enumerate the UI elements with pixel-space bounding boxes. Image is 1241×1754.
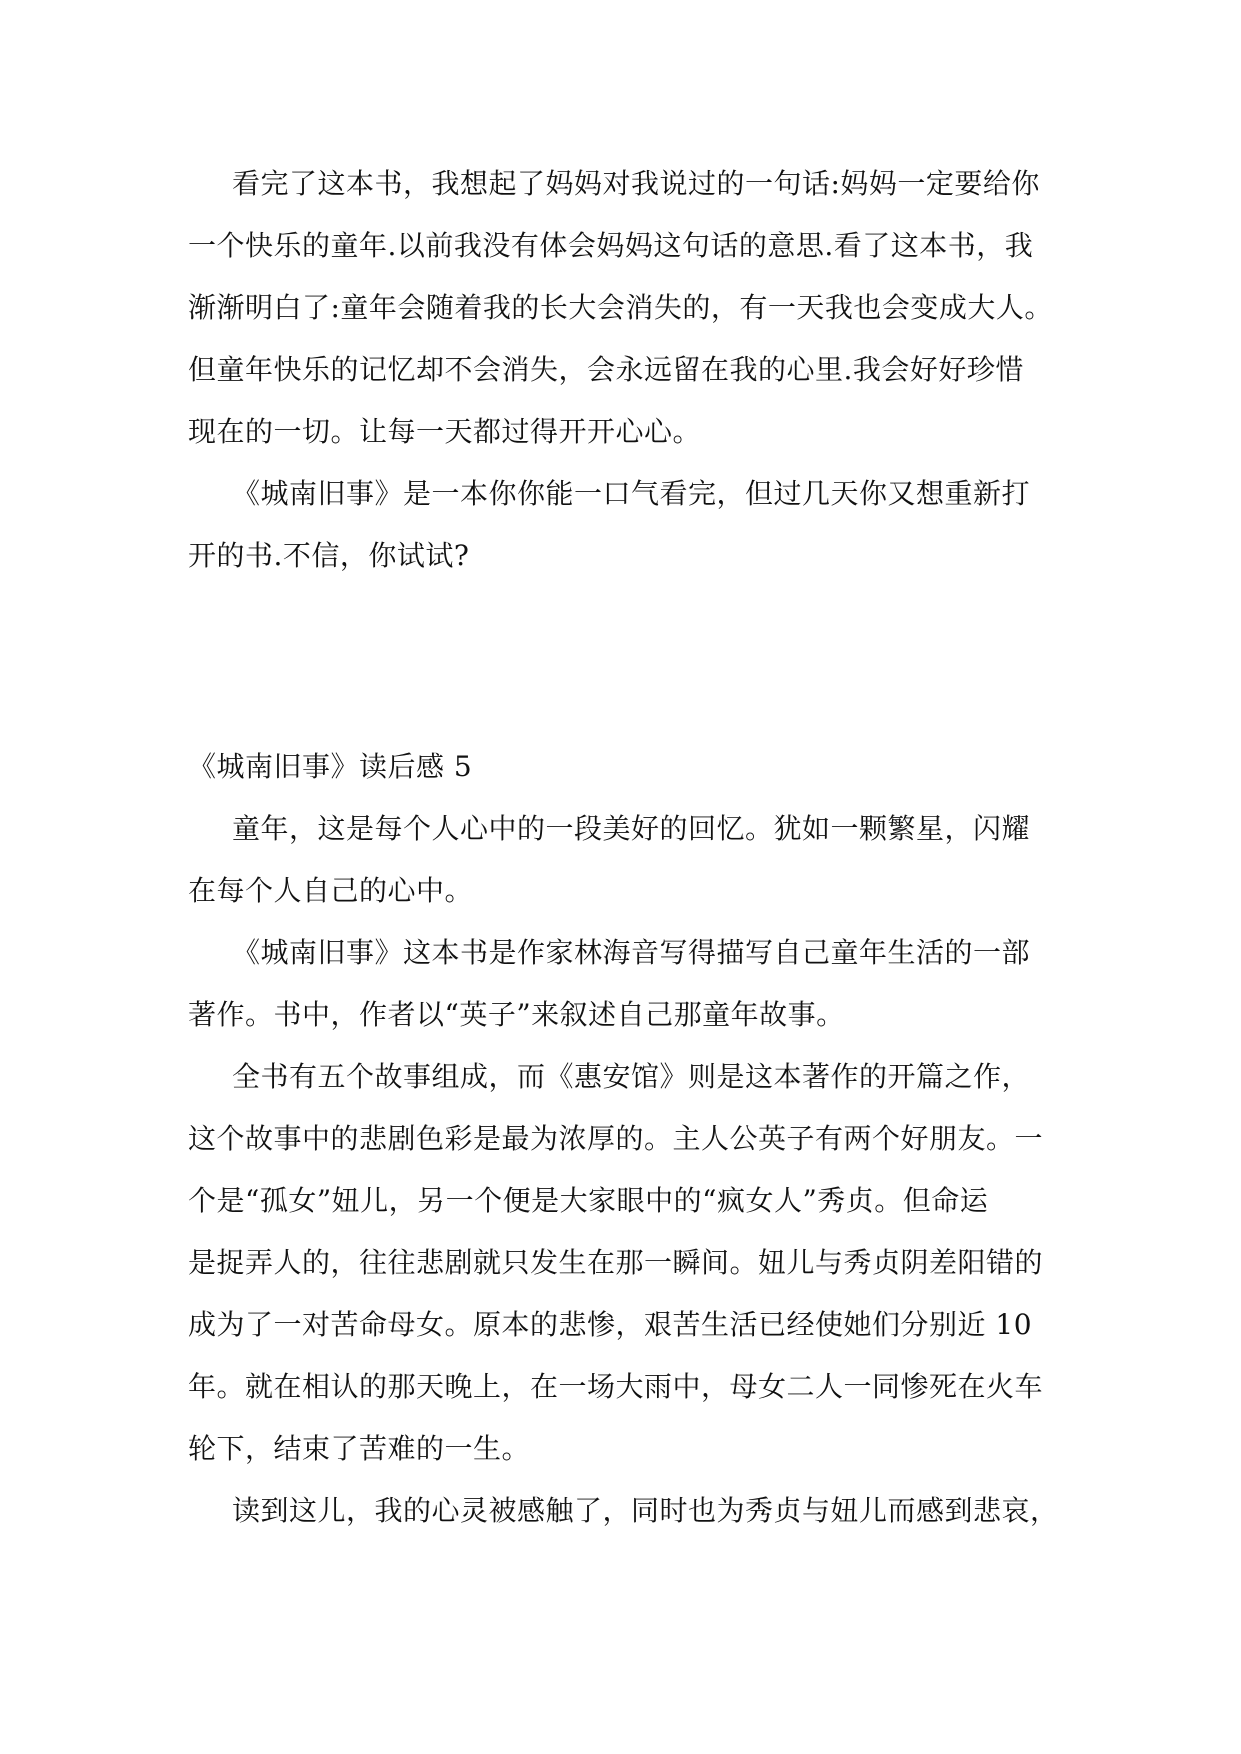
paragraph-line: 年。就在相认的那天晚上，在一场大雨中，母女二人一同惨死在火车 [188,1370,1044,1403]
paragraph-line: 看完了这本书，我想起了妈妈对我说过的一句话:妈妈一定要给你 [232,167,1040,200]
paragraph-line: 全书有五个故事组成，而《惠安馆》则是这本著作的开篇之作， [232,1060,1031,1093]
paragraph-line: 开的书.不信，你试试? [188,539,470,572]
document-body-part-2 [188,736,1060,1542]
paragraph-line: 现在的一切。让每一天都过得开开心心。 [188,415,702,448]
paragraph-line: 是捉弄人的，往往悲剧就只发生在那一瞬间。妞儿与秀贞阴差阳错的 [188,1246,1044,1279]
paragraph-line: 但童年快乐的记忆却不会消失，会永远留在我的心里.我会好好珍惜 [188,353,1024,386]
paragraph-line: 个是“孤女”妞儿，另一个便是大家眼中的“疯女人”秀贞。但命运 [188,1184,989,1217]
paragraph-line: 在每个人自己的心中。 [188,874,474,907]
paragraph-line: 《城南旧事》是一本你你能一口气看完，但过几天你又想重新打 [232,477,1031,510]
paragraph-line: 渐渐明白了:童年会随着我的长大会消失的，有一天我也会变成大人。 [188,291,1053,324]
paragraph-line: 这个故事中的悲剧色彩是最为浓厚的。主人公英子有两个好朋友。一 [188,1122,1044,1155]
paragraph-line: 成为了一对苦命母女。原本的悲惨，艰苦生活已经使她们分别近 10 [188,1308,1033,1341]
section-title: 《城南旧事》读后感 5 [188,750,473,783]
paragraph-line: 读到这儿，我的心灵被感触了，同时也为秀贞与妞儿而感到悲哀， [232,1494,1059,1527]
paragraph-line: 《城南旧事》这本书是作家林海音写得描写自己童年生活的一部 [232,936,1031,969]
paragraph-line: 一个快乐的童年.以前我没有体会妈妈这句话的意思.看了这本书，我 [188,229,1034,262]
paragraph-line: 童年，这是每个人心中的一段美好的回忆。犹如一颗繁星，闪耀 [232,812,1031,845]
document-body-part-1 [188,153,1060,587]
paragraph-line: 轮下，结束了苦难的一生。 [188,1432,531,1465]
paragraph-line: 著作。书中，作者以“英子”来叙述自己那童年故事。 [188,998,845,1031]
